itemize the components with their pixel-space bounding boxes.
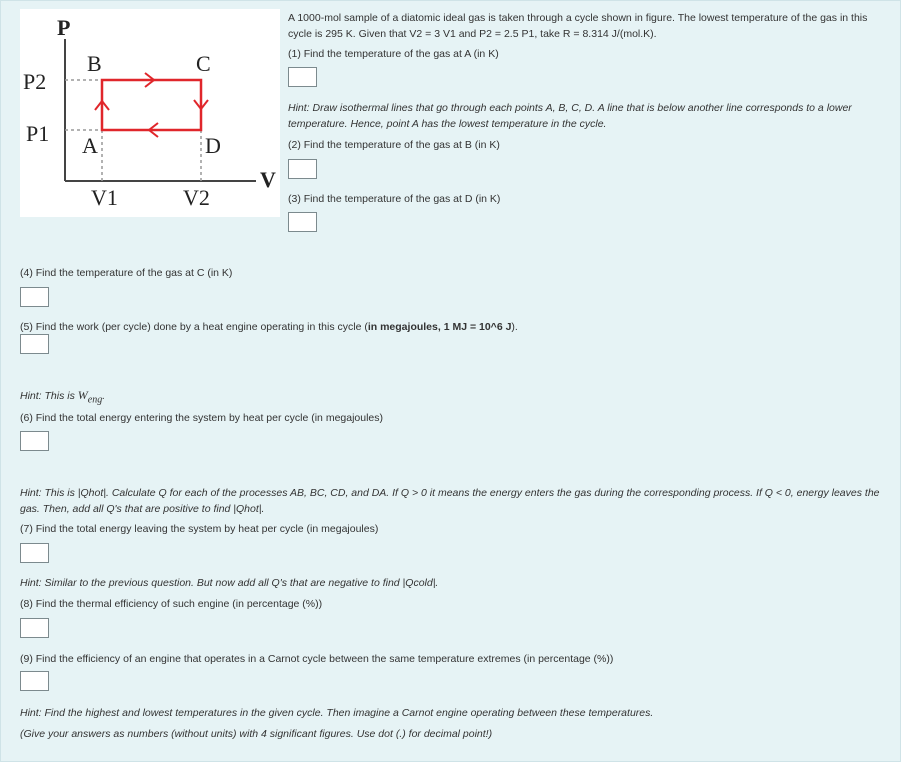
point-a-label: A — [82, 133, 98, 158]
answer-2-input[interactable] — [288, 159, 317, 179]
v1-label: V1 — [91, 185, 118, 210]
question-7: (7) Find the total energy leaving the system by heat per cycle (in megajoules) — [20, 523, 379, 535]
answer-5-input[interactable] — [20, 334, 49, 354]
question-5 — [20, 319, 518, 335]
point-d-label: D — [205, 133, 221, 158]
answer-1-input[interactable] — [288, 67, 317, 87]
answer-8-input[interactable] — [20, 618, 49, 638]
question-9: (9) Find the efficiency of an engine that operates in a Carnot cycle between the same temperature extremes (in percentage (%)) — [20, 653, 614, 665]
hint-1: Hint: Draw isothermal lines that go through each points A, B, C, D. A line that is below another line corresponds to a lower temperature. Hence, point A has the lowest temperature in the cycle. — [288, 102, 852, 130]
intro-text: A 1000-mol sample of a diatomic ideal gas is taken through a cycle shown in figure. The lowest temperature of the gas in this cycle is 295 K. Given that V2 = 3 V1 and P2 = 2.5 P1, take R = 8.314 J/(mol.K). — [288, 12, 868, 40]
question-5-pre: (5) Find the work (per cycle) done by a heat engine operating in this cycle ( — [20, 321, 368, 333]
question-5-post: ). — [511, 321, 518, 333]
question-8: (8) Find the thermal efficiency of such engine (in percentage (%)) — [20, 598, 323, 610]
w-eng-symbol — [77, 388, 103, 406]
pv-diagram — [20, 9, 280, 217]
eng-subscript: eng — [87, 394, 103, 406]
hint-5-pre: Hint: This is — [20, 390, 78, 402]
point-b-label: B — [87, 51, 102, 76]
answer-6-input[interactable] — [20, 431, 49, 451]
question-4: (4) Find the temperature of the gas at C (in K) — [20, 267, 233, 279]
answer-4-input[interactable] — [20, 287, 49, 307]
question-5-bold: in megajoules, 1 MJ = 10^6 J — [367, 321, 512, 333]
question-6: (6) Find the total energy entering the system by heat per cycle (in megajoules) — [20, 412, 384, 424]
question-3: (3) Find the temperature of the gas at D (in K) — [288, 193, 501, 205]
footer-instructions: (Give your answers as numbers (without units) with 4 significant figures. Use dot (.) for decimal point!) — [20, 728, 493, 740]
hint-6: Hint: This is |Qhot|. Calculate Q for each of the processes AB, BC, CD, and DA. If Q > 0 it means the energy enters the gas during the corresponding process. If Q < 0, energy leaves the gas. Then, add all Q's that are positive to find |Qhot|. — [20, 487, 880, 515]
point-c-label: C — [196, 51, 211, 76]
answer-7-input[interactable] — [20, 543, 49, 563]
hint-7: Hint: Similar to the previous question. But now add all Q's that are negative to find |Qcold|. — [20, 577, 439, 589]
p1-label: P1 — [26, 121, 50, 146]
answer-9-input[interactable] — [20, 671, 49, 691]
cycle-path — [102, 80, 201, 130]
hint-5 — [20, 387, 105, 408]
hint-5-post: . — [102, 390, 106, 402]
p2-label: P2 — [23, 69, 47, 94]
v2-label: V2 — [183, 185, 210, 210]
v-axis-label: V — [260, 167, 276, 192]
answer-3-input[interactable] — [288, 212, 317, 232]
hint-9: Hint: Find the highest and lowest temperatures in the given cycle. Then imagine a Carnot engine operating between these temperatures. — [20, 707, 654, 719]
question-1: (1) Find the temperature of the gas at A (in K) — [288, 48, 499, 60]
p-axis-label: P — [57, 15, 71, 40]
question-2: (2) Find the temperature of the gas at B (in K) — [288, 139, 500, 151]
w-symbol: W — [77, 388, 88, 402]
